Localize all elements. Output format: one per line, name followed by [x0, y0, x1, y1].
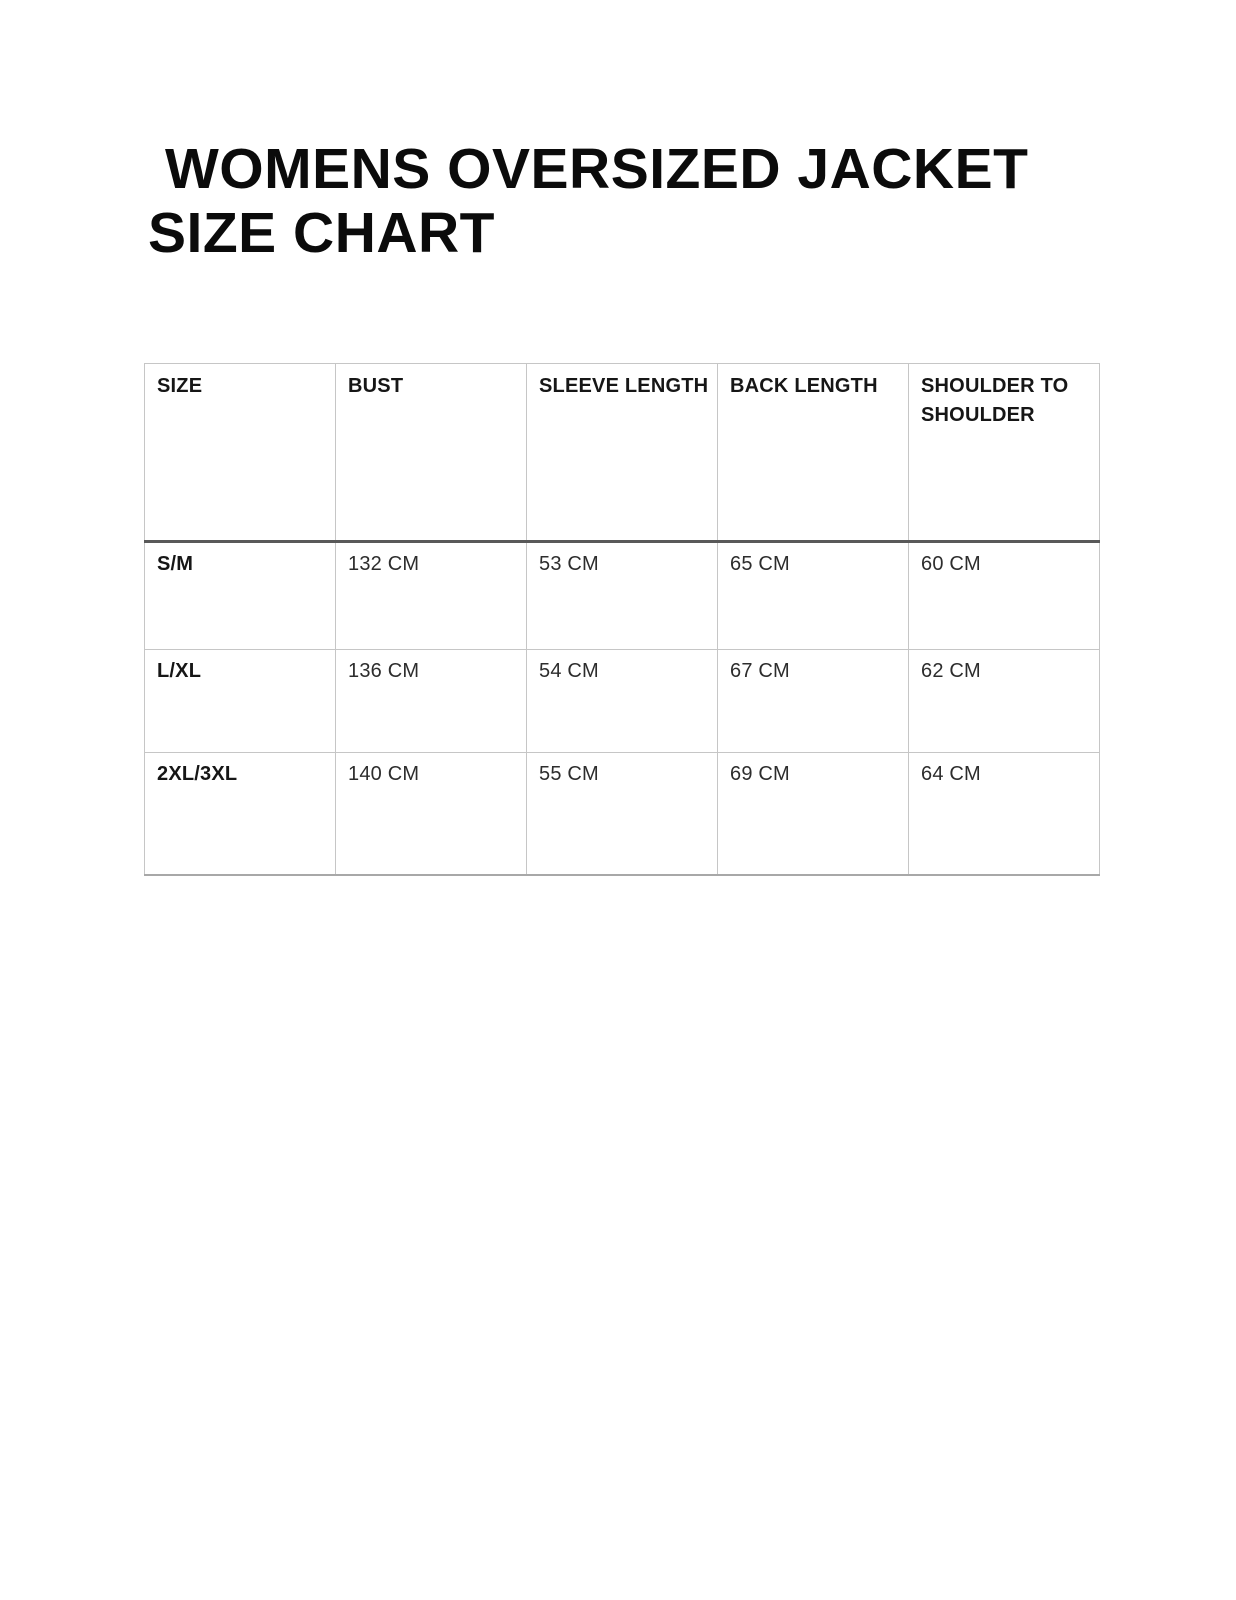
table-header-row: [145, 364, 1100, 542]
size-label: 2XL/3XL: [145, 753, 336, 875]
column-header-sleeve-length: SLEEVE LENGTH: [527, 364, 718, 542]
back-length-value: 65 CM: [718, 542, 909, 650]
shoulder-to-shoulder-value: 62 CM: [909, 650, 1100, 753]
sleeve-length-value: 53 CM: [527, 542, 718, 650]
column-header-bust: BUST: [336, 364, 527, 542]
page-title: [148, 137, 1028, 265]
column-header-size: SIZE: [145, 364, 336, 542]
bust-value: 136 CM: [336, 650, 527, 753]
sleeve-length-value: 54 CM: [527, 650, 718, 753]
column-header-shoulder-to-shoulder: SHOULDER TO SHOULDER: [909, 364, 1100, 542]
column-header-back-length: BACK LENGTH: [718, 364, 909, 542]
size-label: L/XL: [145, 650, 336, 753]
table-row-2xl3xl: [145, 753, 1100, 875]
sleeve-length-value: 55 CM: [527, 753, 718, 875]
shoulder-to-shoulder-value: 60 CM: [909, 542, 1100, 650]
page-title-line-2: SIZE CHART: [148, 201, 495, 265]
table-row-lxl: [145, 650, 1100, 753]
bust-value: 132 CM: [336, 542, 527, 650]
table-row-sm: [145, 542, 1100, 650]
size-label: S/M: [145, 542, 336, 650]
shoulder-to-shoulder-value: 64 CM: [909, 753, 1100, 875]
size-chart-table: [144, 363, 1100, 876]
bust-value: 140 CM: [336, 753, 527, 875]
back-length-value: 69 CM: [718, 753, 909, 875]
page-title-line-1: WOMENS OVERSIZED JACKET: [165, 137, 1029, 201]
back-length-value: 67 CM: [718, 650, 909, 753]
